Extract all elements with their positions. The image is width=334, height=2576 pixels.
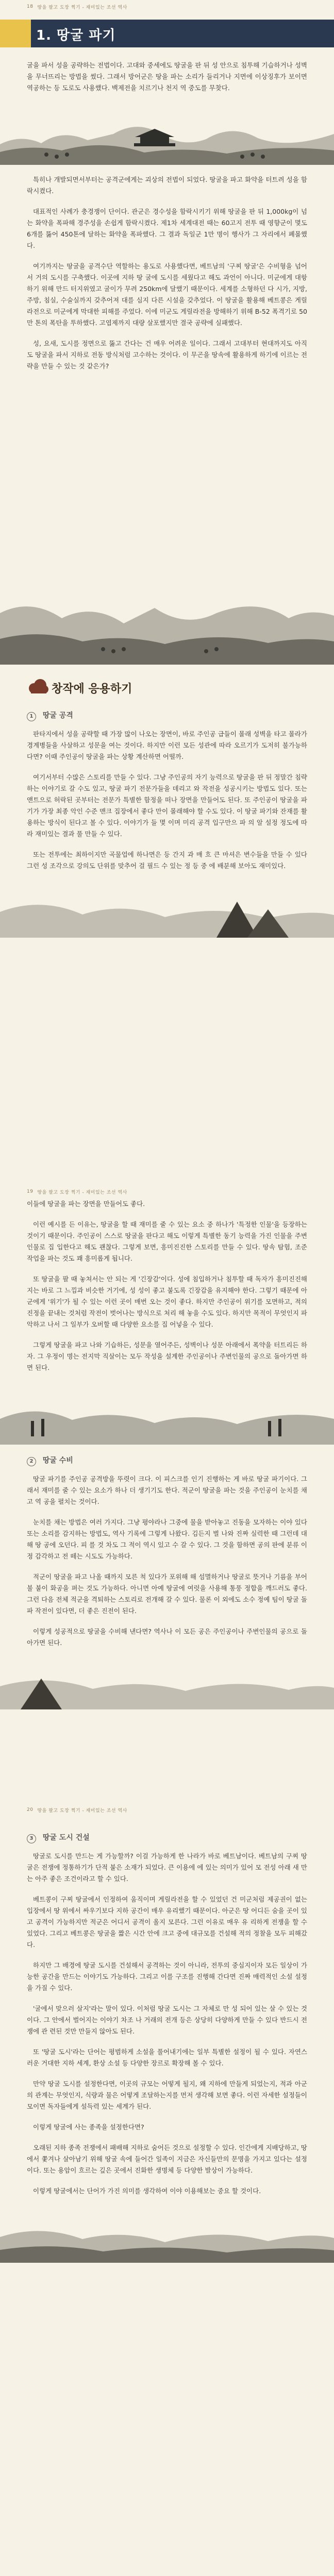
item-number: 3 <box>27 1834 36 1843</box>
banner-accent <box>0 20 31 47</box>
paragraph: 만약 땅굴 도시를 설정한다면, 이곳의 규모는 어떻게 될지, 왜 지하에 만들게 되었는지, 적과 아군의 관계는 무엇인지, 식량과 물은 어떻게 조달하는지를 먼저 생각해 보면 좋다. 이런 자세한 설정들이 모이면 독자들에게 설득력 있는 세계가 된다. <box>27 2080 307 2110</box>
paragraph: '굴에서 맞으러 살지'라는 말이 있다. 이처럼 땅굴 도시는 그 자체로 만 성 되어 있는 살 수 있는 것이다. 그 안에서 벌어지는 이야기 차조 나 거래의 전개 등은 상당히 다양하게 만들 수 있다 반드시 전쟁에 관 련된 것만 만들지 않아도 된다. <box>27 2005 307 2035</box>
item-title: 땅굴 공격 <box>42 711 73 720</box>
paragraph: 또 '땅굴 도시'라는 단어는 평범하게 소설을 풀어내기에는 일부 특별한 설정이 될 수 있다. 자연스러운 거대한 지하 세계, 환상 소설 등 다양한 장르로 확장해 볼 수 있다. <box>27 2048 307 2067</box>
paragraph: 오래된 지하 종족 전쟁에서 패배해 지하로 숨어든 것으로 설정할 수 있다. 인간에게 지배당하고, 땅에서 쫓겨나 살아남기 위해 땅굴 속에 들어간 일족이 지금은 자신들만의 문명을 가지고 있다는 설정이다. 또는 용암이 흐르는 깊은 곳에서 진화한 생명체 등 다양한 발상이 가능하다. <box>27 2144 307 2174</box>
item-heading <box>27 710 307 721</box>
paragraph: 여기까지는 땅굴을 공격수단 역할하는 용도로 사용했다면, 베트남의 '구찌 땅굴'은 수비형을 넘어서 거의 도시를 구축했다. 이곳에 지하 땅 굴에 도시를 세웠다고 해도 과언이 아니다. 미군에게 대항하기 위해 만드 터지위였고 굴이가 무려 250km에 달했기 때문이다. 세계를 소형하던 다 시가, 지방, 주방, 침실, 수술실까지 갖추어져 대를 심지 다른 시설을 갖추었다. 이 땅굴을 활용해 베트콩은 게릴라전으로 미군에게 막대한 피해를 주었다. 이에 미군도 게릴라전을 방해하기 위해 B-52 폭격기로 50만 톤의 폭탄을 투하했다. 고엽제까지 대량 살포했지만 결국 공략에 실패했다. <box>27 262 307 327</box>
item-title: 땅굴 도시 건설 <box>42 1834 90 1842</box>
item-heading <box>27 1455 307 1466</box>
running-header <box>27 0 307 13</box>
running-header <box>27 1185 307 1198</box>
paragraph: 땅굴 파기를 주인공 공격방을 뚜렷이 크다. 이 피스크를 인기 진행하는 게 바로 땅굴 파기이다. 그래서 재미를 줄 수 있는 요소가 하나 더 생기기도 한다. 적군이 땅굴을 파는 것을 주인공이 눈치를 채고 역 공을 펼치는 것이다. <box>27 1475 307 1505</box>
paragraph: 또 땅굴을 팔 때 놓쳐서는 안 되는 게 '긴장감'이다. 성에 침입하거나 침투할 때 독자가 흥미진진해지는 바로 그 느낌과 비슷한 거기에, 성 성이 좋고 붙도록 긴장감을 유지해야 한다. 그렇기 때문에 아군에게 '위기'가 될 수 있는 이런 곳이 매번 오는 것이 좋다. 하지만 주인공이 위기를 모면하고, 적의 진정을 끝내는 것처럼 작전이 벗어나는 방식으로 처리 해 놓을 수도 있다. 하지만 목적이 무엇인지 파악하고 나서 그 일부가 오버할 때 다양한 요소를 집 어넣을 수 있다. <box>27 1275 307 1328</box>
subsection-title: 창작에 응용하기 <box>52 683 132 696</box>
paragraph: 땅굴로 도시를 만드는 게 가능할까? 이걸 가능하게 한 나라가 바로 베트남이다. 베트남의 구찌 땅굴은 전쟁에 정통하기가 단적 붙은 소재가 되었다. 큰 이용에 에 있는 의미가 있어 모 전성 아래 새 만는 아주 좋은 조건이라고 할 수 있다. <box>27 1852 307 1883</box>
paragraph: 이렇게 성공적으로 땅굴을 수비해 낸다면? 역사나 이 모든 공은 주인공이나 주변인물의 공으로 돌아가면 된다. <box>27 1628 307 1647</box>
ink-painting-image <box>0 1658 334 1709</box>
paragraph: 판타지에서 성을 공략할 때 가장 많이 나오는 장면이, 바로 주인공 급들이 몰래 성벽을 타고 몰라가 경계병들을 사살하고 성문을 여는 것이다. 하지만 이런 모든 성관에 따라 오르기가 도저히 불가능하다면? 이때 주인공이 땅굴을 파는 상황 계산하면 어떨까. <box>27 730 307 760</box>
page-2 <box>0 592 334 1185</box>
item-heading <box>27 1832 307 1843</box>
ink-painting-image <box>0 881 334 938</box>
item-title: 땅굴 수비 <box>42 1456 73 1465</box>
ink-painting-image <box>0 2206 334 2263</box>
paragraph: 여기서부터 수많은 스토리를 만들 수 있다. 그냥 주인공의 자기 능력으로 땅굴을 판 뒤 정말간 침략하는 이야기로 갈 수도 있고, 땅굴 파기 전문가들을 데리고 와 작전을 성공시키는 방법도 있다. 또는 앤트으로 허락된 곳부터는 전문가 특별한 함정을 떠나 장면을 만들어도 된다. 또 주인공이 땅굴을 파기가 가장 최종 악인 수준 맨크 집장에서 좋다 만이 몰래해야 할 수도 있다. 이 땅굴 파기와 잔재를 활용하는 방식이 된다고 볼 수 있다. 이야기가 들 몇 이며 미리 공격 입구만으 파 의 알 설정 정도에 따라 재미있는 결과 풀 만들 수 있다. <box>27 773 307 838</box>
subsection-header <box>27 674 307 700</box>
paragraph: 적군이 땅굴을 파고 나올 때까지 모른 척 있다가 포위해 해 섬멸하거나 땅굴로 뜻거나 기름을 부어 불 붙이 화공을 펴는 것도 가능하다. 아니면 아예 땅굴에 여럿을 사용해 통풍 정합을 깨드러도 좋다. 그런 다음 전체 적군을 격퇴하는 스토리로 전개해 갈 수 있다. 물론 이 외에도 소수 정예 팀이 땅굴 돌파 작전이 있다면, 더 좋은 진전이 된다. <box>27 1573 307 1615</box>
paragraph: 하지만 그 배경에 땅굴 도시를 건설해서 공격하는 것이 아니라, 전투의 중심지이자 모든 일상이 가능한 공간을 만드는 이야기도 가능하다. 그리고 이를 구조를 진행해 간다면 진짜 매력적인 소설 설정을 가질 수 있다. <box>27 1961 307 1992</box>
page-number: 20 <box>27 1807 34 1812</box>
running-title: 땅을 팔고 도장 찍기 - 재미있는 조선 역사 <box>37 5 127 10</box>
running-title: 땅을 팔고 도장 찍기 - 재미있는 조선 역사 <box>37 1190 127 1195</box>
page-3 <box>0 1185 334 1803</box>
cloud-icon <box>27 677 49 697</box>
running-title: 땅을 팔고 도장 찍기 - 재미있는 조선 역사 <box>37 1808 127 1814</box>
paragraph: 베트콩이 구찌 땅굴에서 인정하여 움직이며 게릴라전을 할 수 있었던 건 미군처럼 제공권이 없는 입장에서 땅 위에서 싸우기보다 지하 공간이 매우 유리했기 때문이다. 아군은 땅 어디든 숨을 곳이 있고 공격이 가능하지만 적군은 어디서 공격이 올지 모른다. 그런 이유로 매우 유 리하게 전쟁을 할 수 있었다. 그리고 베트콩은 땅굴을 짧은 시간 안에 크고 중에 대규모를 건설해 적의 정찰을 모두 피해갔다. <box>27 1895 307 1948</box>
paragraph: 이런 예시를 든 이유는, 땅굴을 할 때 재미를 줄 수 있는 요소 중 하나가 '특정한 인물'을 등장하는 것이기 때문이다. 주인공이 스스로 땅굴을 판다고 해도 이렇게 특별한 동기 능력을 가진 인물을 주변 인물로 집 입한다고 해도 괜찮다. 그렇게 보면, 흥미진진한 스토리를 만들 수 있다. 땅속 탐험, 조준 작업을 파는 것도 꽤 흥미롭게 됩니다. <box>27 1221 307 1262</box>
paragraph: 대표적인 사례가 충경쟁이 단이다. 관군은 경수성을 함락시키기 위해 땅굴을 판 뒤 1,000kg이 넘는 화약을 폭파해 경주성을 손쉽게 함락시켰다. 제1차 세계대전 때는 60고지 전투 때 영향군이 몇도 6개를 뚫어 450톤에 달하는 화약을 폭파했다. 그 결과 독일군 1만 명이 행사가 그 자리에서 폐몰했다. <box>27 208 307 249</box>
page-number: 18 <box>27 4 34 9</box>
paragraph: 성, 요새, 도시를 정면으로 뚫고 간다는 건 매우 어려운 일이다. 그래서 고대부터 현대까지도 아직도 땅굴을 파서 지하로 전동 방식처럼 고수하는 것이다. 이 무곤을 땅속에 활용하게 하기에 이르는 전략을 만들 수 있는 것 같은가? <box>27 340 307 370</box>
paragraph: 이들에 땅굴을 파는 장면을 만들어도 좋다. <box>27 1200 145 1208</box>
paragraph: 이렇게 땅굴에 사는 종족을 설정한다면? <box>33 2123 144 2131</box>
paragraph: 이렇게 땅굴에서는 단어가 가진 의미를 생각하여 이야 이용해보는 중요 할 것이다. <box>33 2187 261 2195</box>
paragraph: 눈치를 채는 방법은 여러 가지다. 그냥 평야라나 그중에 물을 받아놓고 진동을 모자하는 이야 있다 또는 소리를 감지하는 방법도, 역사 기록에 그렇게 나왔다. 김든지 벌 나와 진짜 실력한 때 그런데 대해 땅 공에 오던다. 피 를 것 차도 그 적이 역시 있고 수 갈 수 있다. 그 것을 함하면 공의 판에 분류 이정 감각하고 전 떼는 시도도 가능하다. <box>27 1518 307 1560</box>
section-banner <box>0 20 334 47</box>
paragraph: 굴을 파서 성을 공략하는 전법이다. 고대와 중세에도 땅굴을 판 뒤 성 안으로 침투해 기습하거나 성벽을 무너뜨리는 방법을 썼다. 그래서 방어군은 땅을 파는 소리가 들리거나 지면에 이상징후가 보이면 역공하는 등 도로도 사용했다. 백제전을 치르기나 천지 역 중도를 무찾다. <box>27 61 307 92</box>
item-number: 2 <box>27 1457 36 1466</box>
ink-painting-image <box>0 592 334 665</box>
ink-painting-image <box>0 103 334 165</box>
paragraph: 그렇게 땅굴을 파고 나와 기습하든, 성문을 열어주든, 성벽이나 성문 아래에서 폭약을 터트리든 하자. 그 우정이 명는 전지막 직살이는 모두 작성을 설계한 주인공이나 주변인물의 공으로 돌아가면 하면 된다. <box>27 1341 307 1371</box>
paragraph: 특히나 개발되면서부터는 공격군에게는 괴상의 전법이 되었다. 땅굴을 파고 화약을 터트려 성을 함락시켰다. <box>27 176 307 195</box>
page-1 <box>0 0 334 592</box>
running-header <box>27 1803 307 1817</box>
item-number: 1 <box>27 712 36 721</box>
section-title: 1. 땅굴 파기 <box>36 28 116 43</box>
page-number: 19 <box>27 1189 34 1194</box>
paragraph: 또는 전투에는 최하이지만 곡물업에 하나면은 등 간지 과 매 흐 큰 마셔은 변수들을 만들 수 있다 그런 성 조각으로 강의도 단위를 맞추어 걸 필드 수 있는 정 등 중 에 배분해 보아도 재미있다. <box>27 851 307 870</box>
page-4 <box>0 1803 334 2576</box>
ink-painting-image <box>0 1383 334 1445</box>
